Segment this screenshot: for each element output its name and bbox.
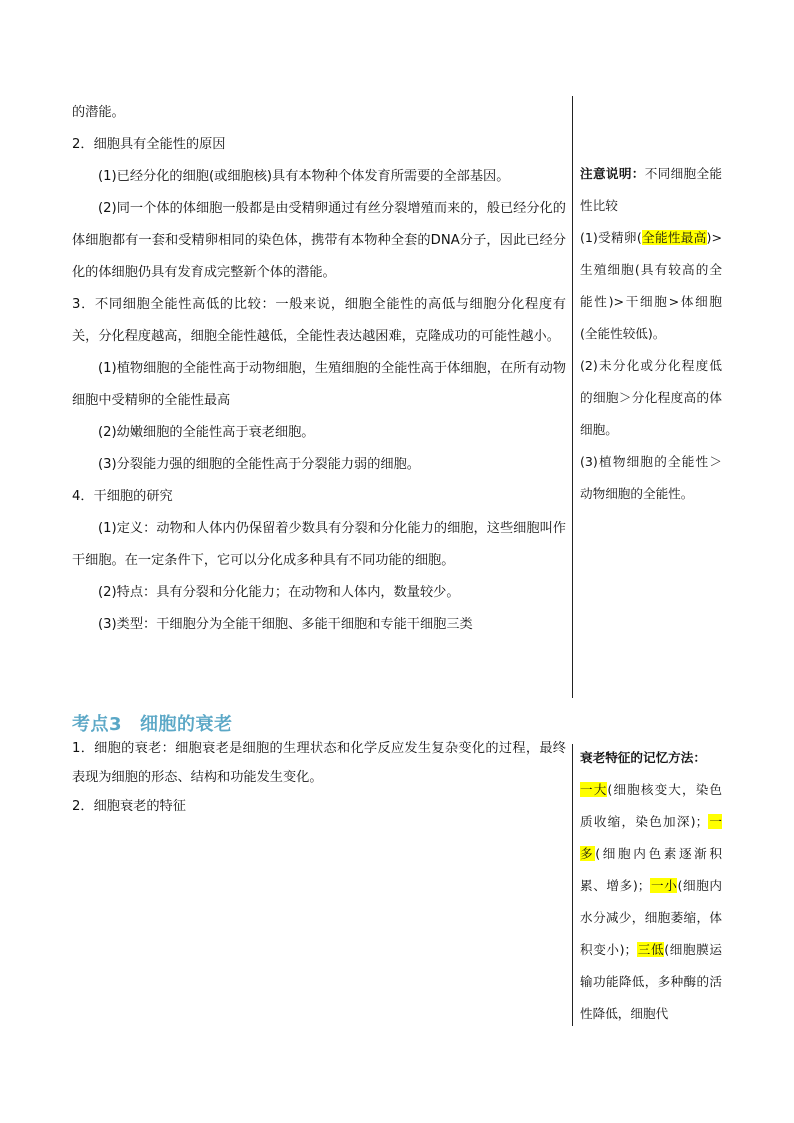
heading-aging-features: 2．细胞衰老的特征 bbox=[72, 799, 186, 814]
margin-divider-lower bbox=[572, 744, 573, 1026]
margin-note-item-1: (1)受精卵(全能性最高)>生殖细胞(具有较高的全能性)>干细胞>体细胞(全能性较低)。 bbox=[580, 230, 722, 341]
highlight-highest-totipotency: 全能性最高 bbox=[641, 230, 707, 245]
lower-body bbox=[72, 734, 566, 821]
paragraph-comparison-1: (1)植物细胞的全能性高于动物细胞，生殖细胞的全能性高于体细胞，在所有动物细胞中受精卵的全能性最高 bbox=[72, 361, 566, 408]
highlight-one-more: 一多 bbox=[580, 814, 723, 861]
paragraph-reason-1: (1)已经分化的细胞(或细胞核)具有本物种个体发育所需要的全部基因。 bbox=[98, 169, 510, 184]
heading-totipotency-comparison: 3．不同细胞全能性高低的比较：一般来说，细胞全能性的高低与细胞分化程度有关，分化程度越高，细胞全能性越低，全能性表达越困难，克隆成功的可能性越小。 bbox=[72, 297, 566, 344]
paragraph-comparison-2: (2)幼嫩细胞的全能性高于衰老细胞。 bbox=[98, 425, 315, 440]
paragraph-stem-features: (2)特点：具有分裂和分化能力；在动物和人体内，数量较少。 bbox=[98, 585, 460, 600]
paragraph-comparison-3: (3)分裂能力强的细胞的全能性高于分裂能力弱的细胞。 bbox=[98, 457, 420, 472]
heading-stem-cells: 4．干细胞的研究 bbox=[72, 489, 173, 504]
paragraph-reason-2: (2)同一个体的体细胞一般都是由受精卵通过有丝分裂增殖而来的，般已经分化的体细胞都有一套和受精卵相同的染色体，携带有本物种全套的DNA分子，因此已经分化的体细胞仍具有发育成完整新个体的潜能。 bbox=[72, 201, 566, 280]
section-number: 考点3 bbox=[72, 714, 123, 735]
highlight-three-low: 三低 bbox=[637, 942, 665, 957]
margin-note-title: 注意说明： bbox=[580, 166, 645, 181]
heading-totipotency-reason: 2．细胞具有全能性的原因 bbox=[72, 137, 226, 152]
highlight-one-large: 一大 bbox=[580, 782, 608, 797]
memory-method-text: 一大(细胞核变大，染色质收缩，染色加深)；一多(细胞内色素逐渐积累、增多)；一小(细胞内水分减少，细胞萎缩，体积变小)；三低(细胞膜运输功能降低，多种酶的活性降低，细胞代 bbox=[580, 782, 723, 1021]
margin-note-title-rest: 不同细胞全能性比较 bbox=[580, 166, 723, 213]
section-title-text: 细胞的衰老 bbox=[140, 714, 233, 735]
memory-method-title: 衰老特征的记忆方法： bbox=[580, 750, 706, 765]
paragraph-aging-definition: 1．细胞的衰老：细胞衰老是细胞的生理状态和化学反应发生复杂变化的过程，最终表现为细胞的形态、结构和功能发生变化。 bbox=[72, 741, 566, 785]
upper-body bbox=[72, 97, 566, 641]
lower-margin-note bbox=[580, 742, 722, 1030]
highlight-one-small: 一小 bbox=[650, 878, 678, 893]
continuation-text: 的潜能。 bbox=[72, 105, 125, 120]
paragraph-stem-definition: (1)定义：动物和人体内仍保留着少数具有分裂和分化能力的细胞，这些细胞叫作干细胞。在一定条件下，它可以分化成多种具有不同功能的细胞。 bbox=[72, 521, 566, 568]
upper-margin-note bbox=[580, 158, 722, 510]
margin-note-item-3: (3)植物细胞的全能性＞动物细胞的全能性。 bbox=[580, 454, 722, 501]
margin-note-item-2: (2)未分化或分化程度低的细胞＞分化程度高的体细胞。 bbox=[580, 358, 722, 437]
margin-divider-upper bbox=[572, 96, 573, 698]
paragraph-stem-types: (3)类型：干细胞分为全能干细胞、多能干细胞和专能干细胞三类 bbox=[98, 617, 473, 632]
